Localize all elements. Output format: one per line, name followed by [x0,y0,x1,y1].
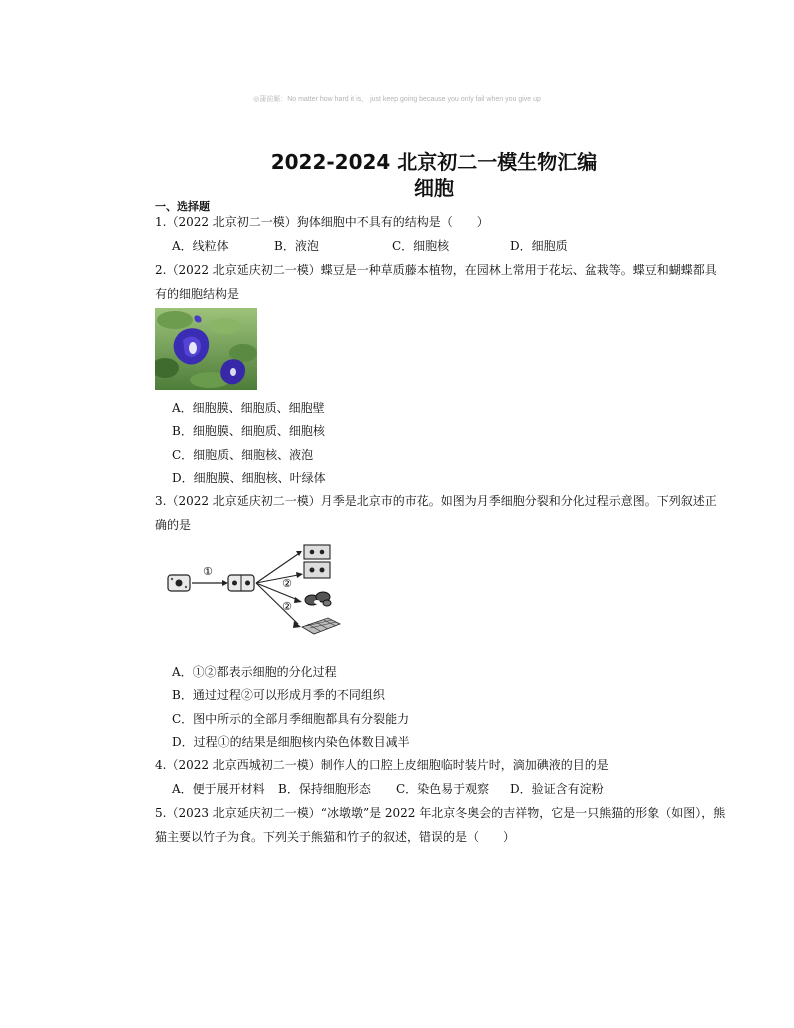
question-1-stem: 1.（2022 北京初二一模）狗体细胞中不具有的结构是（ ） [155,215,489,229]
option-c: C．细胞核 [392,239,450,253]
question-2-option-c: C．细胞质、细胞核、液泡 [172,448,314,462]
page-title: 2022-2024 北京初二一模生物汇编 [270,150,598,174]
question-2-stem: 2.（2022 北京延庆初二一模）蝶豆是一种草质藤本植物，在园林上常用于花坛、盆栽等。蝶豆和蝴蝶都具 [155,263,717,277]
question-2-option-d: D．细胞膜、细胞核、叶绿体 [172,471,326,485]
page-subtitle: 细胞 [414,176,454,200]
question-3-option-b: B．通过过程②可以形成月季的不同组织 [172,688,385,702]
option-d: D．细胞质 [510,239,568,253]
option-a: A．线粒体 [172,239,229,253]
diagram-label-3: ② [282,600,292,613]
question-3-stem: 3.（2022 北京延庆初二一模）月季是北京市的市花。如图为月季细胞分裂和分化过程示意图。下列叙述正 [155,494,717,508]
watermark: ◎蒲前厮：No matter how hard it is， just keep going because you only fail when you give up [253,96,541,103]
question-2-option-a: A．细胞膜、细胞质、细胞壁 [172,401,325,415]
diagram-label-1: ① [203,565,213,578]
option-a: A．便于展开材料 [172,782,265,796]
cell-division-diagram [160,542,360,644]
question-5-stem: 5.（2023 北京延庆初二一模）“冰墩墩”是 2022 年北京冬奥会的吉祥物，它是一只熊猫的形象（如图），熊 [155,806,726,820]
question-2-stem-cont: 有的细胞结构是 [155,287,240,301]
question-3-option-d: D．过程①的结果是细胞核内染色体数目减半 [172,735,410,749]
question-3-stem-cont: 确的是 [155,518,192,532]
diagram-label-2: ② [282,577,292,590]
section-heading: 一、选择题 [155,200,210,213]
option-b: B．液泡 [274,239,319,253]
question-3-option-a: A．①②都表示细胞的分化过程 [172,665,337,679]
option-c: C．染色易于观察 [396,782,490,796]
question-2-option-b: B．细胞膜、细胞质、细胞核 [172,424,325,438]
butterfly-pea-photo [155,308,257,390]
option-b: B．保持细胞形态 [278,782,371,796]
question-3-option-c: C．图中所示的全部月季细胞都具有分裂能力 [172,712,410,726]
option-d: D．验证含有淀粉 [510,782,604,796]
question-5-stem-cont: 猫主要以竹子为食。下列关于熊猫和竹子的叙述，错误的是（ ） [155,830,516,844]
question-4-stem: 4.（2022 北京西城初二一模）制作人的口腔上皮细胞临时装片时，滴加碘液的目的是 [155,758,609,772]
